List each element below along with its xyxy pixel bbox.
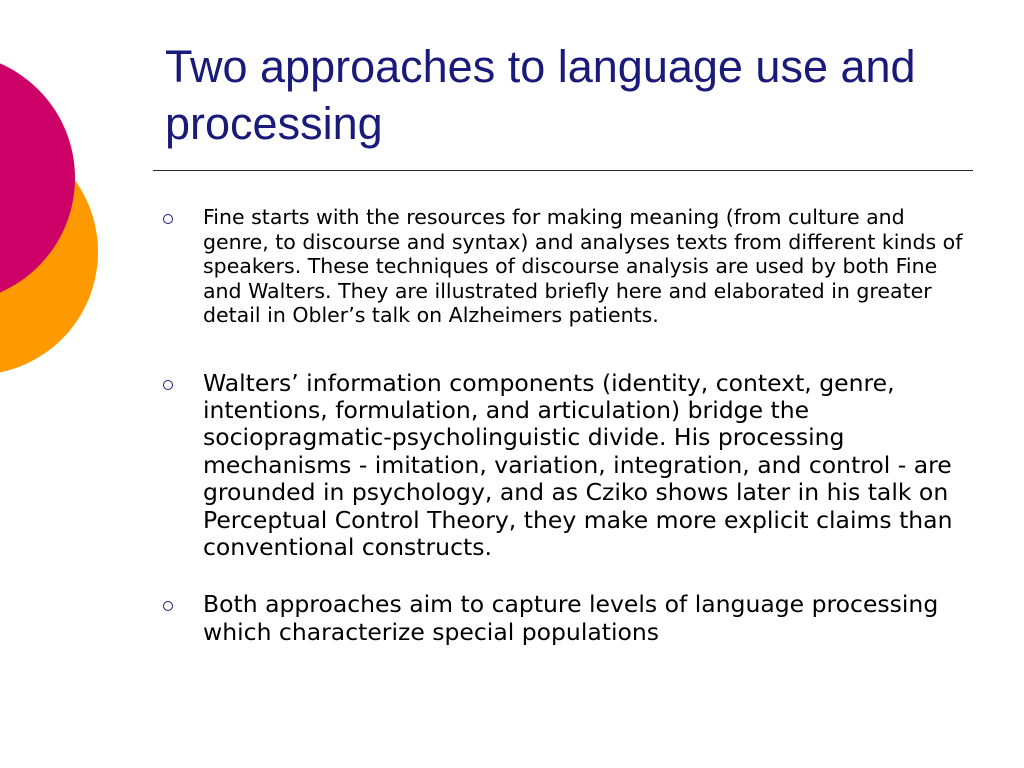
bullet-text: Fine starts with the resources for making meaning (from culture and genre, to discourse and syntax) and analyses texts from different kinds of speakers. These techniques of discourse analysis are used by both Fine and Walters. They are illustrated briefly here and elaborated in greater detail in Obler’s talk on Alzheimers patients. [203, 205, 963, 327]
bullet-item [163, 591, 963, 646]
bullet-text: Both approaches aim to capture levels of language processing which characterize special populations [203, 590, 939, 646]
decorative-circles [0, 0, 110, 420]
bullet-list [163, 205, 963, 676]
bullet-item [163, 205, 963, 328]
hollow-circle-bullet-icon [163, 380, 173, 390]
bullet-item [163, 370, 963, 562]
bullet-text: Walters’ information components (identity, context, genre, intentions, formulation, and articulation) bridge the sociopragmatic-psycholinguistic divide. His processing mechanisms - imitation, variation, integration, and control - are grounded in psychology, and as Cziko shows later in his talk on Perceptual Control Theory, they make more explicit claims than conventional constructs. [203, 368, 953, 561]
hollow-circle-bullet-icon [163, 601, 173, 611]
hollow-circle-bullet-icon [163, 214, 173, 224]
slide-title: Two approaches to language use and processing [165, 41, 916, 149]
title-divider [153, 170, 973, 171]
